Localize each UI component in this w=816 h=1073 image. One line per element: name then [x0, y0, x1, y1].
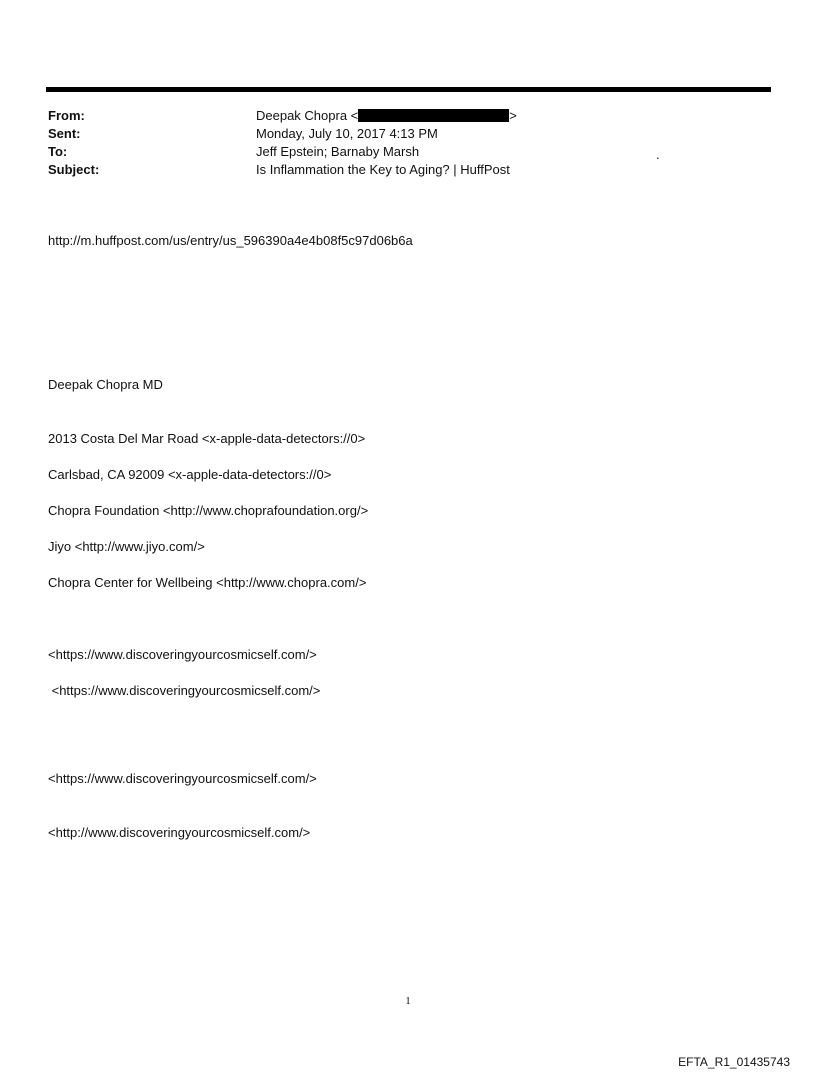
cosmic-self-link[interactable]: <https://www.discoveringyourcosmicself.com/>: [48, 683, 321, 698]
from-label: From:: [48, 108, 85, 123]
to-value: Jeff Epstein; Barnaby Marsh: [256, 144, 420, 159]
signature-name: Deepak Chopra MD: [48, 377, 163, 392]
page-number: 1: [405, 995, 411, 1007]
from-value: [256, 107, 517, 125]
to-label: To:: [48, 144, 68, 159]
sent-label: Sent:: [48, 126, 81, 141]
article-link[interactable]: http://m.huffpost.com/us/entry/us_596390a4e4b08f5c97d06b6a: [48, 233, 413, 248]
signature-center-link[interactable]: Chopra Center for Wellbeing <http://www.chopra.com/>: [48, 575, 367, 590]
from-suffix: >: [509, 108, 517, 123]
cosmic-self-link[interactable]: <https://www.discoveringyourcosmicself.com/>: [48, 771, 317, 786]
subject-value: Is Inflammation the Key to Aging? | HuffPost: [256, 162, 510, 177]
signature-foundation-link[interactable]: Chopra Foundation <http://www.choprafoundation.org/>: [48, 503, 369, 518]
cosmic-self-link[interactable]: <http://www.discoveringyourcosmicself.com/>: [48, 825, 311, 840]
sent-value: Monday, July 10, 2017 4:13 PM: [256, 126, 438, 141]
signature-jiyo-link[interactable]: Jiyo <http://www.jiyo.com/>: [48, 539, 205, 554]
from-name: Deepak Chopra <: [256, 108, 359, 123]
signature-address-line1: 2013 Costa Del Mar Road <x-apple-data-detectors://0>: [48, 431, 366, 446]
header-rule: [46, 87, 771, 92]
bates-number: EFTA_R1_01435743: [678, 1055, 790, 1069]
subject-label: Subject:: [48, 162, 100, 177]
cosmic-self-link[interactable]: <https://www.discoveringyourcosmicself.com/>: [48, 647, 317, 662]
signature-address-line2: Carlsbad, CA 92009 <x-apple-data-detectors://0>: [48, 467, 332, 482]
stray-mark: .: [656, 147, 660, 162]
redaction-block: [358, 109, 509, 122]
